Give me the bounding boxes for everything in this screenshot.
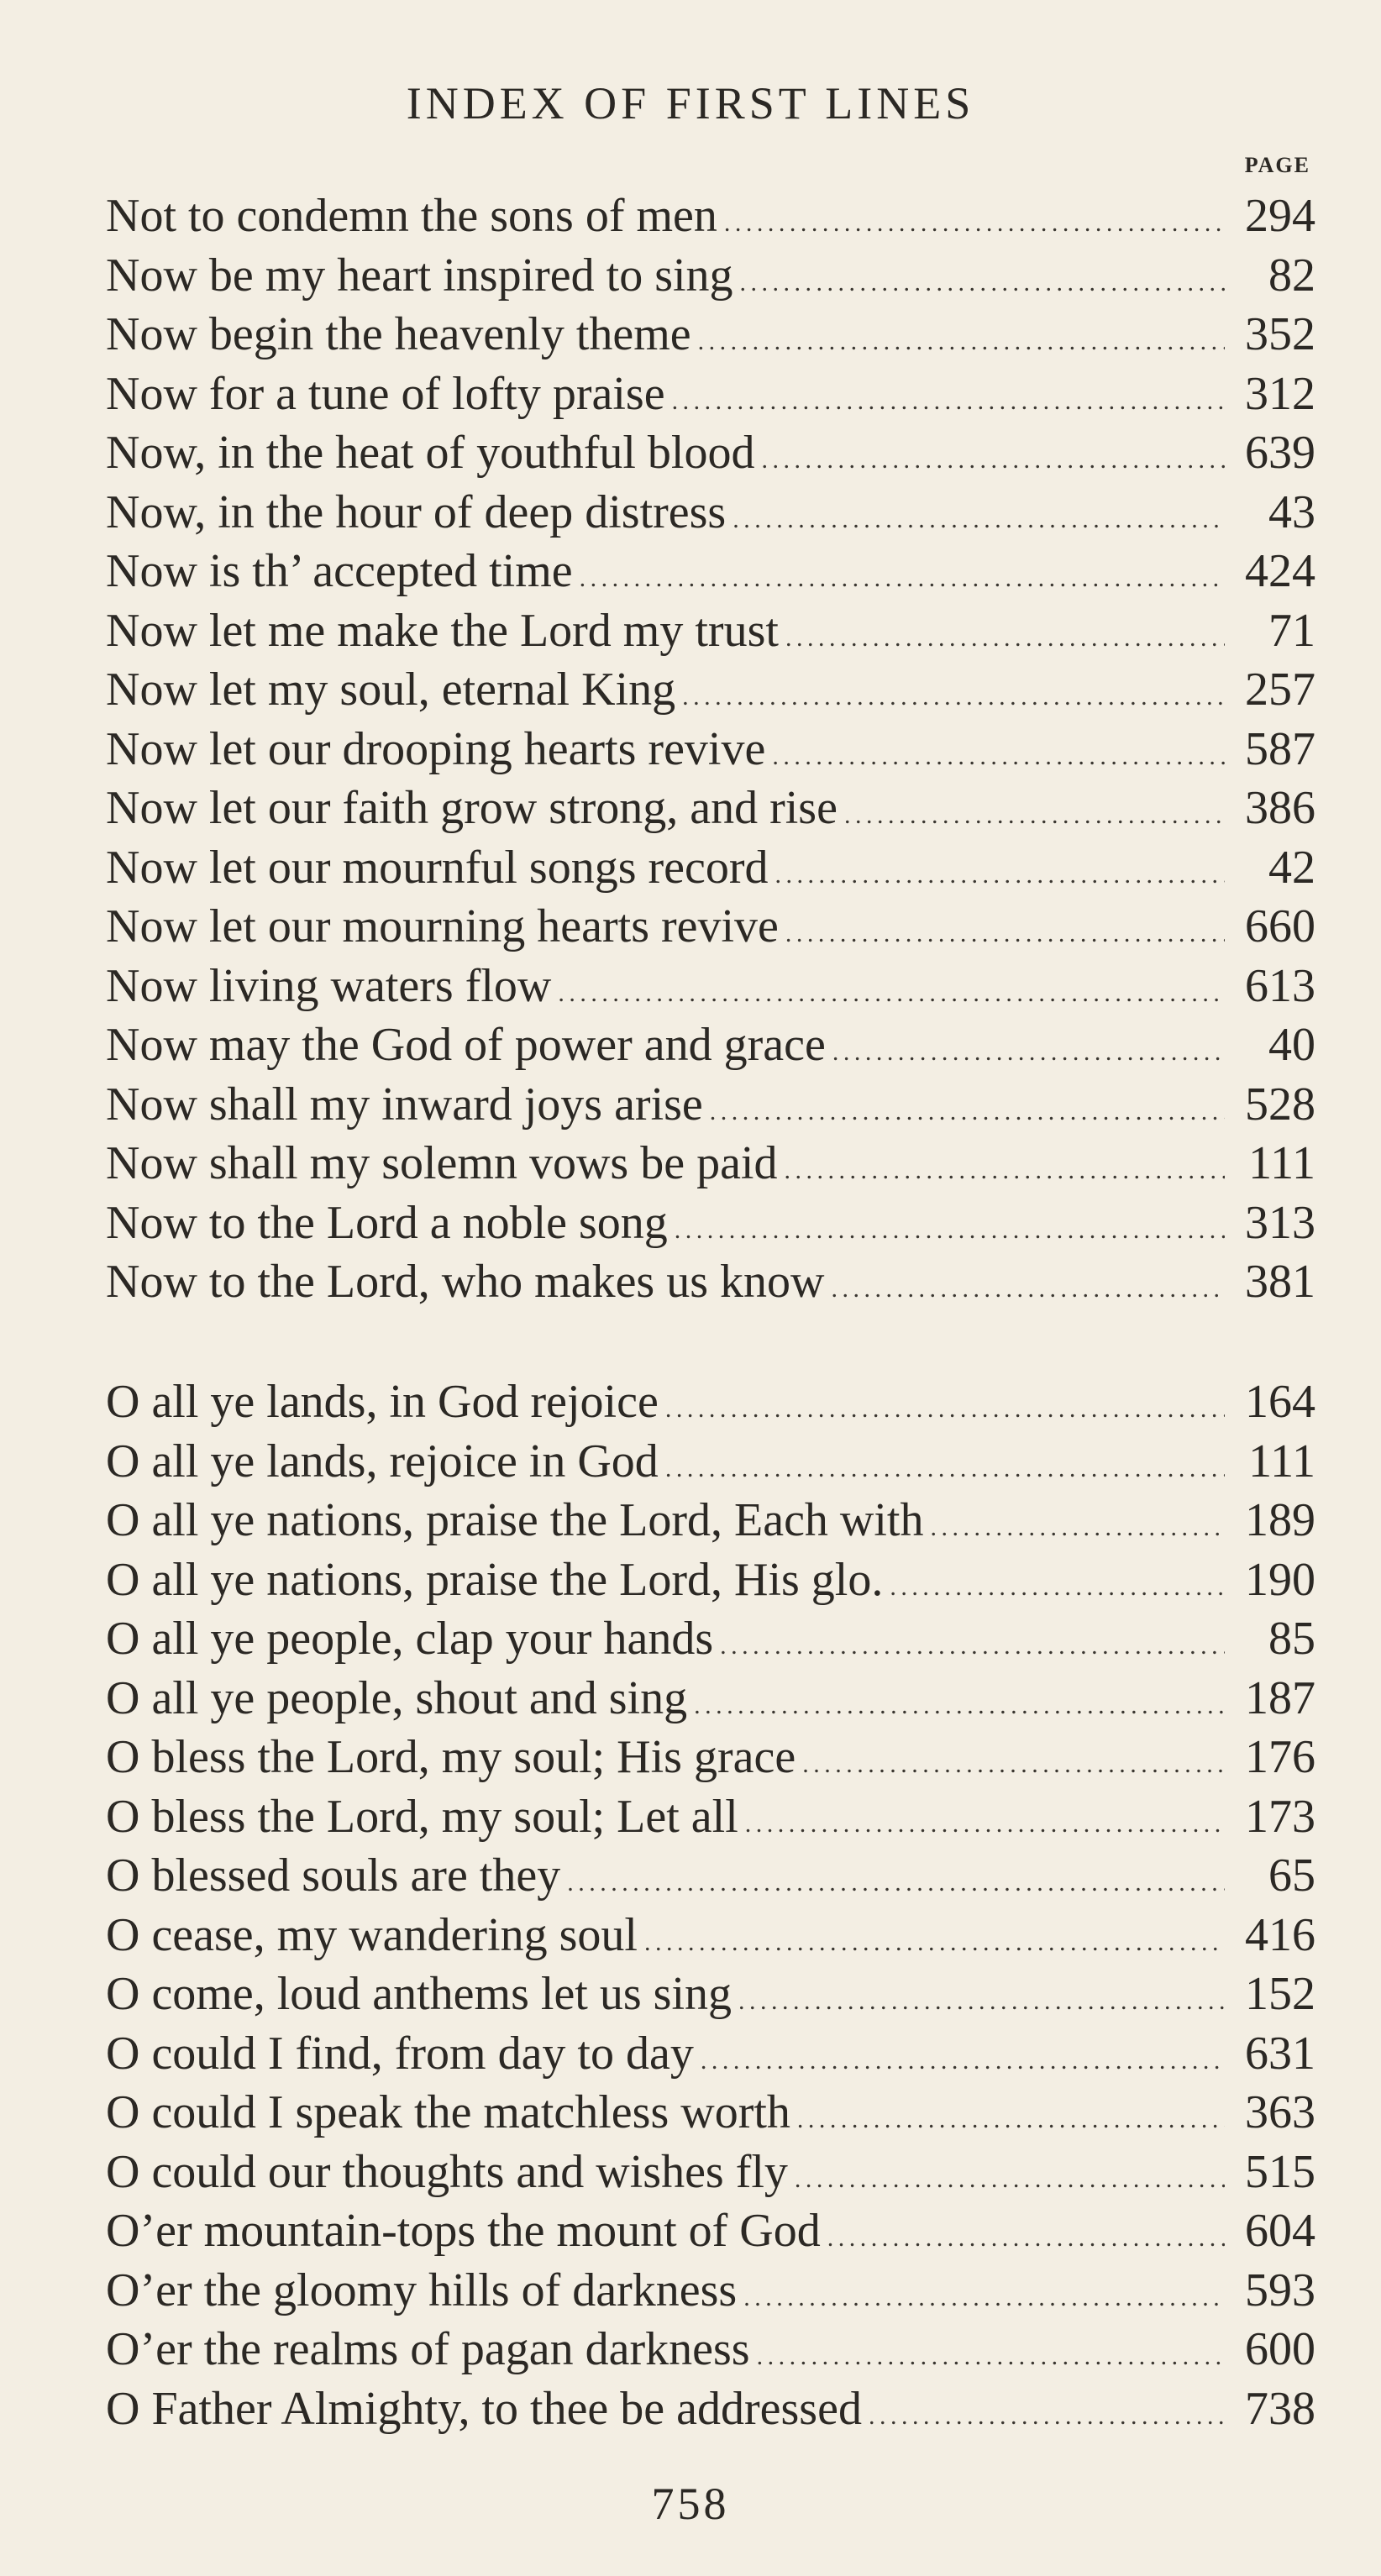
index-entry [106, 1134, 1315, 1194]
page-header: INDEX OF FIRST LINES [406, 78, 975, 129]
page-reference: 313 [1245, 1196, 1315, 1249]
page-reference: 386 [1245, 782, 1315, 834]
dot-leader [665, 1432, 1225, 1499]
index-entry [106, 720, 1315, 779]
dot-leader [832, 1015, 1225, 1083]
dot-leader [772, 720, 1225, 787]
page-reference: 294 [1245, 190, 1315, 242]
page-reference: 528 [1245, 1078, 1315, 1131]
index-entry [106, 423, 1315, 483]
dot-leader [785, 601, 1225, 669]
index-entry [106, 1372, 1315, 1432]
dot-leader [724, 186, 1225, 254]
dot-leader [567, 1846, 1225, 1913]
index-entry [106, 1252, 1315, 1312]
dot-leader [672, 365, 1225, 432]
dot-leader [761, 423, 1225, 491]
dot-leader [785, 897, 1225, 964]
dot-leader [580, 542, 1225, 609]
page-number: 758 [651, 2479, 730, 2529]
first-line-text: Now let our mourning hearts revive [106, 900, 779, 952]
index-entry [106, 2143, 1315, 2202]
page-column-label: PAGE [1244, 153, 1310, 177]
index-entry [106, 1432, 1315, 1492]
dot-leader [720, 1609, 1225, 1676]
dot-leader [733, 483, 1225, 550]
first-line-text: O all ye people, shout and sing [106, 1671, 688, 1724]
page-reference: 600 [1245, 2323, 1315, 2375]
index-entry [106, 246, 1315, 306]
page-reference: 593 [1245, 2264, 1315, 2316]
first-line-text: Now to the Lord, who makes us know [106, 1256, 825, 1308]
index-section-o [106, 1372, 1315, 2438]
dot-leader [802, 1728, 1225, 1795]
index-entry [106, 779, 1315, 838]
dot-leader [694, 1669, 1225, 1736]
index-entry [106, 2379, 1315, 2439]
page-reference: 257 [1245, 664, 1315, 716]
page-reference: 613 [1245, 959, 1315, 1012]
index-entry [106, 1075, 1315, 1135]
page-reference: 42 [1268, 841, 1315, 894]
first-line-text: O bless the Lord, my soul; His grace [106, 1731, 796, 1783]
dot-leader [665, 1372, 1225, 1440]
page-reference: 173 [1245, 1790, 1315, 1843]
index-entry [106, 2083, 1315, 2143]
first-line-text: Now let our drooping hearts revive [106, 722, 766, 775]
index-entry [106, 365, 1315, 424]
page-reference: 190 [1245, 1553, 1315, 1606]
page-reference: 738 [1245, 2382, 1315, 2435]
first-line-text: Now for a tune of lofty praise [106, 367, 665, 420]
dot-leader [738, 1965, 1225, 2032]
first-line-text: Now let me make the Lord my trust [106, 604, 779, 657]
first-line-text: O cease, my wandering soul [106, 1908, 638, 1961]
page-reference: 152 [1245, 1968, 1315, 2020]
page-reference: 416 [1245, 1908, 1315, 1961]
first-line-text: O could I speak the matchless worth [106, 2086, 790, 2138]
page-reference: 587 [1245, 722, 1315, 775]
first-line-text: O could I find, from day to day [106, 2027, 694, 2080]
index-entry [106, 897, 1315, 957]
index-entry [106, 1015, 1315, 1075]
index-entry [106, 1194, 1315, 1253]
first-line-text: Now begin the heavenly theme [106, 308, 691, 360]
dot-leader [795, 2143, 1225, 2210]
dot-leader [558, 957, 1225, 1024]
first-line-text: O’er the gloomy hills of darkness [106, 2264, 738, 2316]
index-entry [106, 1846, 1315, 1906]
first-line-text: Now, in the hour of deep distress [106, 485, 727, 538]
dot-leader [831, 1252, 1225, 1319]
first-line-text: Now let our mournful songs record [106, 841, 769, 894]
index-entry [106, 1787, 1315, 1847]
page-reference: 631 [1245, 2027, 1315, 2080]
index-entry [106, 1728, 1315, 1787]
dot-leader [745, 1787, 1225, 1855]
index-entry [106, 601, 1315, 661]
page-reference: 515 [1245, 2145, 1315, 2198]
page-reference: 604 [1245, 2205, 1315, 2257]
index-section-now [106, 186, 1315, 1312]
dot-leader [698, 305, 1225, 372]
first-line-text: Now shall my inward joys arise [106, 1078, 703, 1131]
dot-leader [675, 1194, 1225, 1261]
index-entry [106, 1550, 1315, 1610]
index-entry [106, 2320, 1315, 2379]
page-reference: 176 [1245, 1731, 1315, 1783]
dot-leader [757, 2320, 1225, 2387]
index-entry [106, 1669, 1315, 1729]
dot-leader [844, 779, 1225, 846]
first-line-text: O’er the realms of pagan darkness [106, 2323, 750, 2375]
index-entry [106, 838, 1315, 898]
first-line-text: O all ye nations, praise the Lord, Each with [106, 1494, 924, 1546]
dot-leader [743, 2261, 1225, 2328]
index-entry [106, 2201, 1315, 2261]
first-line-text: Now, in the heat of youthful blood [106, 427, 755, 479]
index-entry [106, 1906, 1315, 1965]
dot-leader [740, 246, 1225, 313]
page-reference: 40 [1268, 1019, 1315, 1071]
dot-leader [931, 1491, 1226, 1558]
page-reference: 639 [1245, 427, 1315, 479]
first-line-text: O all ye people, clap your hands [106, 1613, 714, 1665]
first-line-text: O all ye nations, praise the Lord, His glo. [106, 1553, 884, 1606]
index-entry [106, 1965, 1315, 2024]
first-line-text: Now may the God of power and grace [106, 1019, 826, 1071]
first-line-text: O could our thoughts and wishes fly [106, 2145, 788, 2198]
index-entry [106, 2024, 1315, 2084]
first-line-text: Now to the Lord a noble song [106, 1196, 668, 1249]
page-reference: 312 [1245, 367, 1315, 420]
page-reference: 363 [1245, 2086, 1315, 2138]
index-entry [106, 542, 1315, 601]
first-line-text: Now living waters flow [106, 959, 552, 1012]
dot-leader [890, 1550, 1225, 1618]
first-line-text: O come, loud anthems let us sing [106, 1968, 733, 2020]
page-reference: 82 [1268, 249, 1315, 302]
index-entry [106, 1491, 1315, 1550]
page-reference: 111 [1248, 1435, 1315, 1487]
page-reference: 71 [1268, 604, 1315, 657]
first-line-text: O all ye lands, in God rejoice [106, 1376, 659, 1428]
index-entry [106, 1609, 1315, 1669]
index-entry [106, 483, 1315, 543]
page-reference: 660 [1245, 900, 1315, 952]
dot-leader [710, 1075, 1225, 1142]
index-entry [106, 660, 1315, 720]
index-entry [106, 957, 1315, 1016]
page-reference: 381 [1245, 1256, 1315, 1308]
dot-leader [784, 1134, 1225, 1201]
page-reference: 424 [1245, 545, 1315, 597]
first-line-text: O all ye lands, rejoice in God [106, 1435, 659, 1487]
dot-leader [644, 1906, 1225, 1973]
first-line-text: Now let our faith grow strong, and rise [106, 782, 838, 834]
first-line-text: Now let my soul, eternal King [106, 664, 676, 716]
first-line-text: O blessed souls are they [106, 1849, 561, 1902]
first-line-text: Not to condemn the sons of men [106, 190, 717, 242]
dot-leader [701, 2024, 1225, 2091]
page-reference: 187 [1245, 1671, 1315, 1724]
dot-leader [827, 2201, 1225, 2269]
first-line-text: Now be my heart inspired to sing [106, 249, 733, 302]
first-line-text: O’er mountain-tops the mount of God [106, 2205, 821, 2257]
page-reference: 352 [1245, 308, 1315, 360]
first-line-text: Now shall my solemn vows be paid [106, 1137, 778, 1189]
page-reference: 85 [1268, 1613, 1315, 1665]
first-line-text: O Father Almighty, to thee be addressed [106, 2382, 862, 2435]
page-reference: 43 [1268, 485, 1315, 538]
page-reference: 189 [1245, 1494, 1315, 1546]
page-reference: 111 [1248, 1137, 1315, 1189]
index-entry [106, 305, 1315, 365]
page-reference: 65 [1268, 1849, 1315, 1902]
first-line-text: Now is th’ accepted time [106, 545, 573, 597]
dot-leader [869, 2379, 1225, 2447]
dot-leader [682, 660, 1225, 727]
page-reference: 164 [1245, 1376, 1315, 1428]
index-entry [106, 2261, 1315, 2321]
dot-leader [775, 838, 1225, 905]
dot-leader [797, 2083, 1225, 2150]
index-entry [106, 186, 1315, 246]
first-line-text: O bless the Lord, my soul; Let all [106, 1790, 738, 1843]
